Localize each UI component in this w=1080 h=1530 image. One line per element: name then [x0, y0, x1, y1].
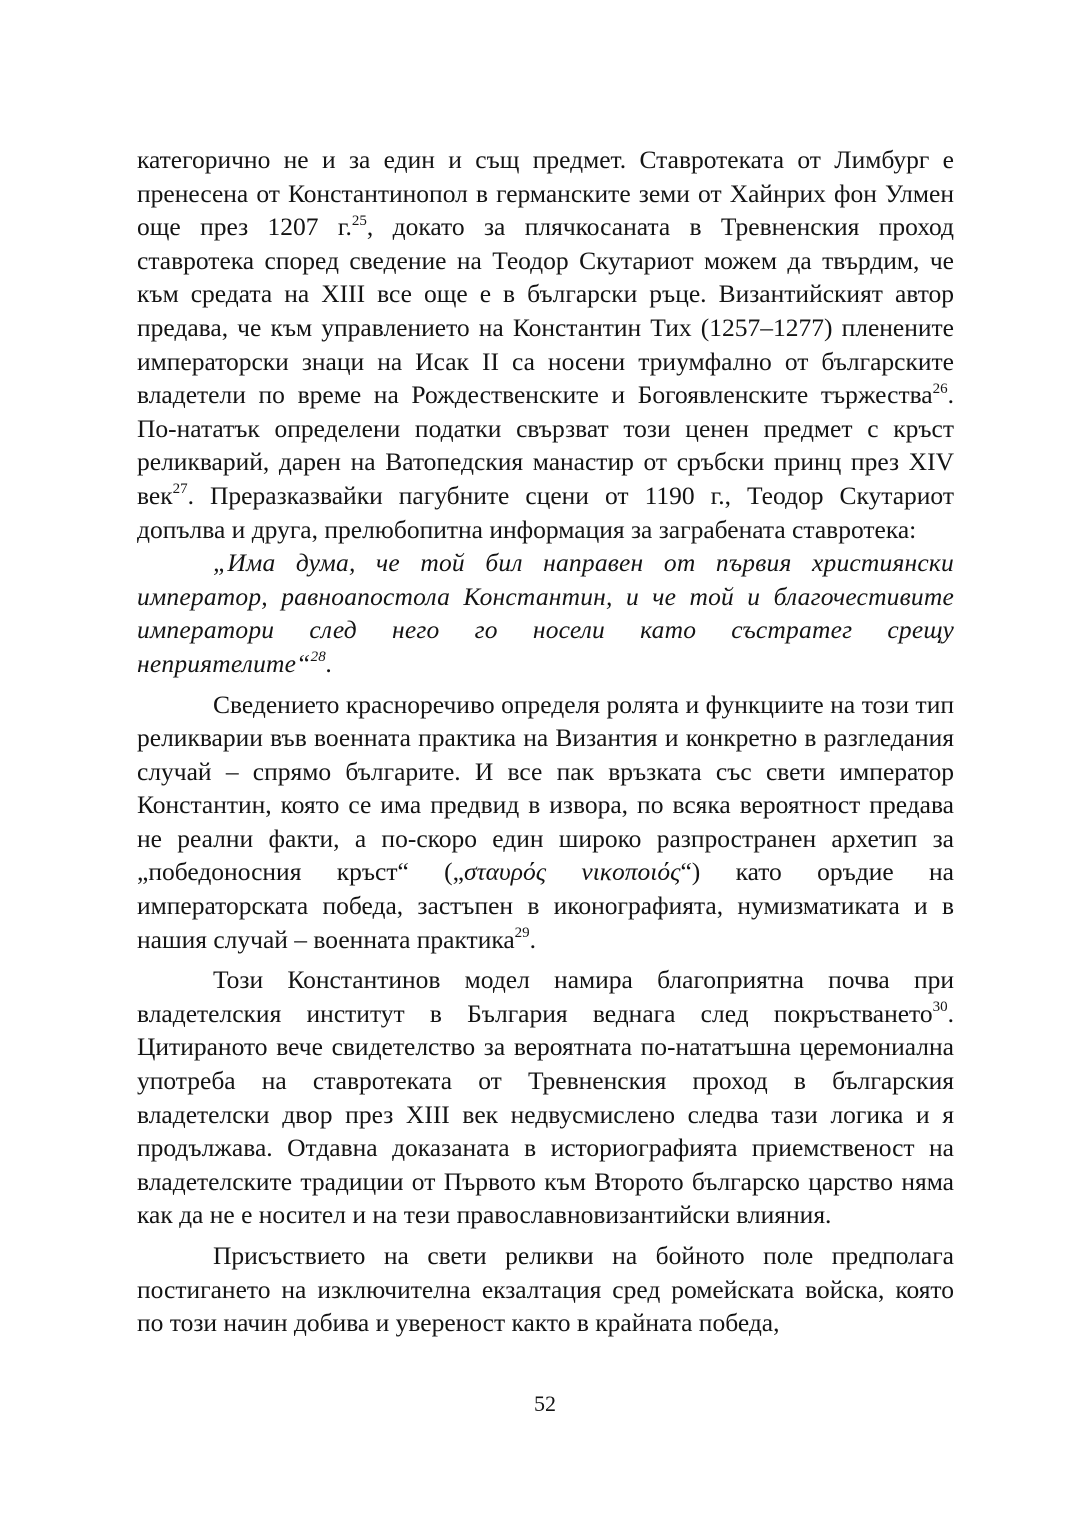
- paragraph-2: [137, 688, 954, 957]
- body-text: [137, 143, 954, 1340]
- paragraph-4-part-a: Присъствието на свети реликви на бойното поле предполага постигането на изключителна екзалтация сред ромейската войска, която по този начин добива и увереност както в крайната победа,: [137, 1241, 954, 1338]
- paragraph-4: [137, 1239, 954, 1340]
- footnote-ref-26: 26: [932, 380, 948, 397]
- paragraph-1-part-d: . Преразказвайки пагубните сцени от 1190 г., Теодор Скутариот допълва и друга, прелюбопитна информация за заграбената ставротека:: [137, 480, 954, 544]
- paragraph-1: [137, 143, 954, 546]
- paragraph-1-part-c: . По-нататък определени податки свързват този ценен предмет с кръст реликварий, дарен на Ватопедския манастир от сръбски принц през XIV век: [137, 380, 954, 510]
- paragraph-1-part-b: , докато за плячкосаната в Тревненския проход ставротека според сведение на Теодор Скутариот можем да твърдим, че към средата на XIII все още е в български ръце. Византийският автор предава, че към управлението на Константин Тих (1257–1277) пленените императорски знаци на Исак II са носени триумфално от българските владетели по време на Рождественските и Богоявленските тържества: [137, 212, 954, 410]
- paragraph-3-part-b: . Цитираното вече свидетелство за вероятната по-нататъшна церемониална употреба на ставротеката от Тревненския проход в българския владетелски двор през XIII век недвусмислено следва тази логика и я продължава. Отдавна доказаната в историографията приемственост на владетелските традиции от Първото към Второто българско царство няма как да не е носител и на тези православновизантийски влияния.: [137, 998, 954, 1230]
- paragraph-1-part-a: категорично не и за един и същ предмет. Ставротеката от Лимбург е пренесена от Константинопол в германските земи от Хайнрих фон Улмен още през 1207 г.: [137, 145, 954, 242]
- footnote-ref-25: 25: [351, 212, 367, 229]
- footnote-ref-30: 30: [932, 999, 948, 1016]
- page-number: 52: [534, 1391, 556, 1416]
- paragraph-2-part-a: Сведението красноречиво определя ролята и функциите на този тип реликварии във военната практика на Византия и конкретно в разгледания случай – спрямо българите. И все пак връзката със свети император Константин, която се има предвид в извора, по всяка вероятност предава не реални факти, а по-скоро един широко разпространен архетип за „победоносния кръст“ („: [137, 689, 954, 887]
- footnote-ref-29: 29: [514, 925, 530, 942]
- paragraph-3-part-a: Този Константинов модел намира благоприятна почва при владетелския институт в България веднага след покръстването: [137, 965, 954, 1028]
- footnote-ref-27: 27: [172, 481, 188, 498]
- quotation-text: „Има дума, че той бил направен от първия християнски император, равноапостола Константин, и че той и благочестивите императори след него го носели като състратег срещу неприятелите“: [137, 548, 954, 678]
- greek-phrase: σταυρός νικοποιός: [463, 857, 681, 887]
- quotation-end: .: [325, 648, 333, 678]
- quotation: [137, 546, 954, 680]
- paragraph-2-part-c: .: [529, 924, 537, 954]
- footnote-ref-28: 28: [310, 649, 326, 666]
- paragraph-3: [137, 963, 954, 1232]
- paragraph-2-part-b: “) като оръдие на императорската победа, застъпен в иконографията, нумизматиката и в нашия случай – военната практика: [137, 857, 954, 954]
